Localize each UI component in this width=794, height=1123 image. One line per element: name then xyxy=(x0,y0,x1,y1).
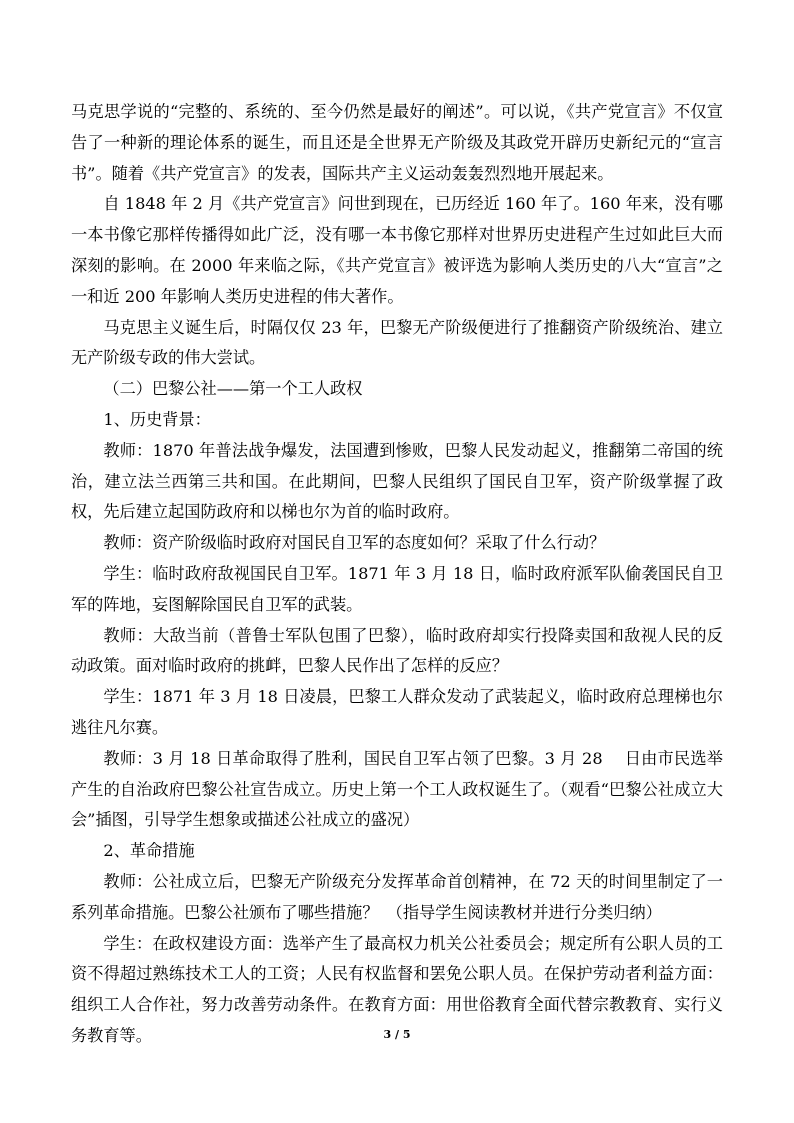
paragraph-student-answer-1: 学生：临时政府敌视国民自卫军。1871 年 3 月 18 日，临时政府派军队偷袭国民自卫军的阵地，妄图解除国民自卫军的武装。 xyxy=(71,563,723,614)
paragraph-manifesto-summary: 马克思学说的“完整的、系统的、至今仍然是最好的阐述”。可以说，《共产党宣言》不仅宣告了一种新的理论体系的诞生，而且还是全世界无产阶级及其政党开辟历史新纪元的“宣言书”。随着《共产党宣言》的发表，国际共产主义运动轰轰烈烈地开展起来。 xyxy=(71,102,723,183)
subheading-historical-background: 1、历史背景： xyxy=(103,409,211,429)
paragraph-teacher-commune-founded: 教师：3 月 18 日革命取得了胜利，国民自卫军占领了巴黎。3 月 28 日由市民选举产生的自治政府巴黎公社宣告成立。历史上第一个工人政权诞生了。（观看“巴黎公社成立大会”插图，引导学生想象或描述公社成立的盛况） xyxy=(71,748,723,830)
section-heading-paris-commune: （二）巴黎公社——第一个工人政权 xyxy=(103,379,363,399)
paragraph-teacher-background: 教师：1870 年普法战争爆发，法国遭到惨败，巴黎人民发动起义，推翻第二帝国的统治，建立法兰西第三共和国。在此期间，巴黎人民组织了国民自卫军，资产阶级掌握了政权，先后建立起国防政府和以梯也尔为首的临时政府。 xyxy=(71,440,723,522)
subheading-revolutionary-measures: 2、革命措施 xyxy=(103,841,195,861)
paragraph-teacher-question-1: 教师：资产阶级临时政府对国民自卫军的态度如何？采取了什么行动？ xyxy=(103,533,606,553)
paragraph-student-measures-answer: 学生：在政权建设方面：选举产生了最高权力机关公社委员会；规定所有公职人员的工资不得超过熟练技术工人的工资；人民有权监督和罢免公职人员。在保护劳动者利益方面：组织工人合作社，努力改善劳动条件。在教育方面：用世俗教育全面代替宗教教育、实行义务教育等。 xyxy=(71,933,723,1045)
paragraph-paris-attempt: 马克思主义诞生后，时隔仅仅 23 年，巴黎无产阶级便进行了推翻资产阶级统治、建立无产阶级专政的伟大尝试。 xyxy=(71,317,723,368)
document-body xyxy=(71,97,723,1052)
paragraph-teacher-measures-question: 教师：公社成立后，巴黎无产阶级充分发挥革命首创精神，在 72 天的时间里制定了一系列革命措施。巴黎公社颁布了哪些措施？ （指导学生阅读教材并进行分类归纳） xyxy=(71,871,723,922)
paragraph-student-answer-2: 学生：1871 年 3 月 18 日凌晨，巴黎工人群众发动了武装起义，临时政府总理梯也尔逃往凡尔赛。 xyxy=(71,687,723,737)
paragraph-manifesto-influence: 自 1848 年 2 月《共产党宣言》问世到现在，已历经近 160 年了。160 年来，没有哪一本书像它那样传播得如此广泛，没有哪一本书像它那样对世界历史进程产生过如此巨大而深刻的影响。在 2000 年来临之际，《共产党宣言》被评选为影响人类历史的八大“宣言”之一和近 200 年影响人类历史进程的伟大著作。 xyxy=(71,194,723,306)
paragraph-teacher-question-2: 教师：大敌当前（普鲁士军队包围了巴黎），临时政府却实行投降卖国和敌视人民的反动政策。面对临时政府的挑衅，巴黎人民作出了怎样的反应？ xyxy=(71,625,723,676)
page-number: 3 / 5 xyxy=(383,1028,411,1041)
